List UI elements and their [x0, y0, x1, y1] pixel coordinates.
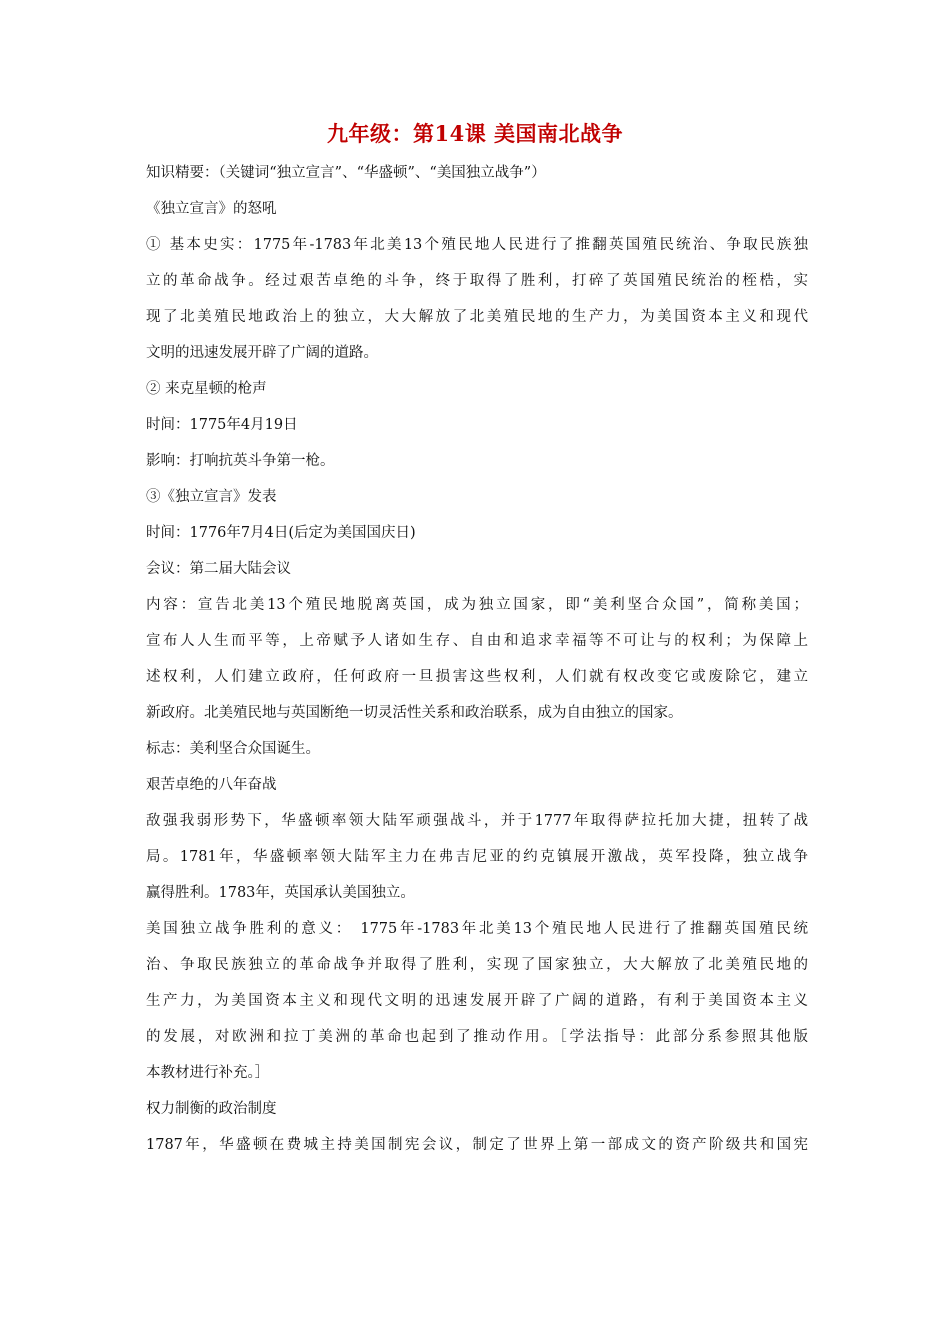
document-body — [146, 155, 808, 1163]
text-line: 影响：打响抗英斗争第一枪。 — [146, 453, 335, 469]
text-line: 1787年，华盛顿在费城主持美国制宪会议，制定了世界上第一部成文的资产阶级共和国宪 — [146, 1137, 808, 1153]
text-line: 新政府。北美殖民地与英国断绝一切灵活性关系和政治联系，成为自由独立的国家。 — [146, 705, 683, 721]
text-line: 述权利，人们建立政府，任何政府一旦损害这些权利，人们就有权改变它或废除它，建立 — [146, 669, 808, 685]
text-line: 本教材进行补充。］ — [146, 1065, 270, 1081]
text-line: ③《独立宣言》发表 — [146, 489, 277, 505]
text-line: 美国独立战争胜利的意义： 1775年-1783年北美13个殖民地人民进行了推翻英国殖民统 — [146, 921, 808, 937]
text-line: 宣布人人生而平等，上帝赋予人诸如生存、自由和追求幸福等不可让与的权利；为保障上 — [146, 633, 808, 649]
text-line: 知识精要：（关键词“独立宣言”、“华盛顿”、“美国独立战争”） — [146, 165, 546, 181]
text-line: 内容：宣告北美13个殖民地脱离英国，成为独立国家，即“美利坚合众国”，简称美国； — [146, 597, 808, 613]
text-line: 艰苦卓绝的八年奋战 — [146, 777, 277, 793]
text-line: 治、争取民族独立的革命战争并取得了胜利，实现了国家独立，大大解放了北美殖民地的 — [146, 957, 808, 973]
text-line: 赢得胜利。1783年，英国承认美国独立。 — [146, 885, 415, 901]
text-line: 立的革命战争。经过艰苦卓绝的斗争，终于取得了胜利，打碎了英国殖民统治的桎梏，实 — [146, 273, 808, 289]
text-line: 生产力，为美国资本主义和现代文明的迅速发展开辟了广阔的道路，有利于美国资本主义 — [146, 993, 808, 1009]
text-line: 《独立宣言》的怒吼 — [146, 201, 277, 217]
text-line: 会议：第二届大陆会议 — [146, 561, 291, 577]
text-line: 现了北美殖民地政治上的独立，大大解放了北美殖民地的生产力，为美国资本主义和现代 — [146, 309, 808, 325]
document-title: 九年级：第14课 美国南北战争 — [326, 121, 624, 146]
text-line: 时间：1775年4月19日 — [146, 417, 298, 433]
text-line: 文明的迅速发展开辟了广阔的道路。 — [146, 345, 378, 361]
text-line: 局。1781年，华盛顿率领大陆军主力在弗吉尼亚的约克镇展开激战，英军投降，独立战争 — [146, 849, 808, 865]
text-line: 的发展，对欧洲和拉丁美洲的革命也起到了推动作用。［学法指导：此部分系参照其他版 — [146, 1029, 808, 1045]
text-line: ① 基本史实：1775年-1783年北美13个殖民地人民进行了推翻英国殖民统治、争取民族独 — [146, 237, 808, 253]
text-line: 标志：美利坚合众国诞生。 — [146, 741, 320, 757]
text-line: 权力制衡的政治制度 — [146, 1101, 277, 1117]
text-line: ② 来克星顿的枪声 — [146, 381, 267, 397]
text-line: 时间：1776年7月4日(后定为美国国庆日) — [146, 525, 416, 541]
text-line: 敌强我弱形势下，华盛顿率领大陆军顽强战斗，并于1777年取得萨拉托加大捷，扭转了战 — [146, 813, 808, 829]
